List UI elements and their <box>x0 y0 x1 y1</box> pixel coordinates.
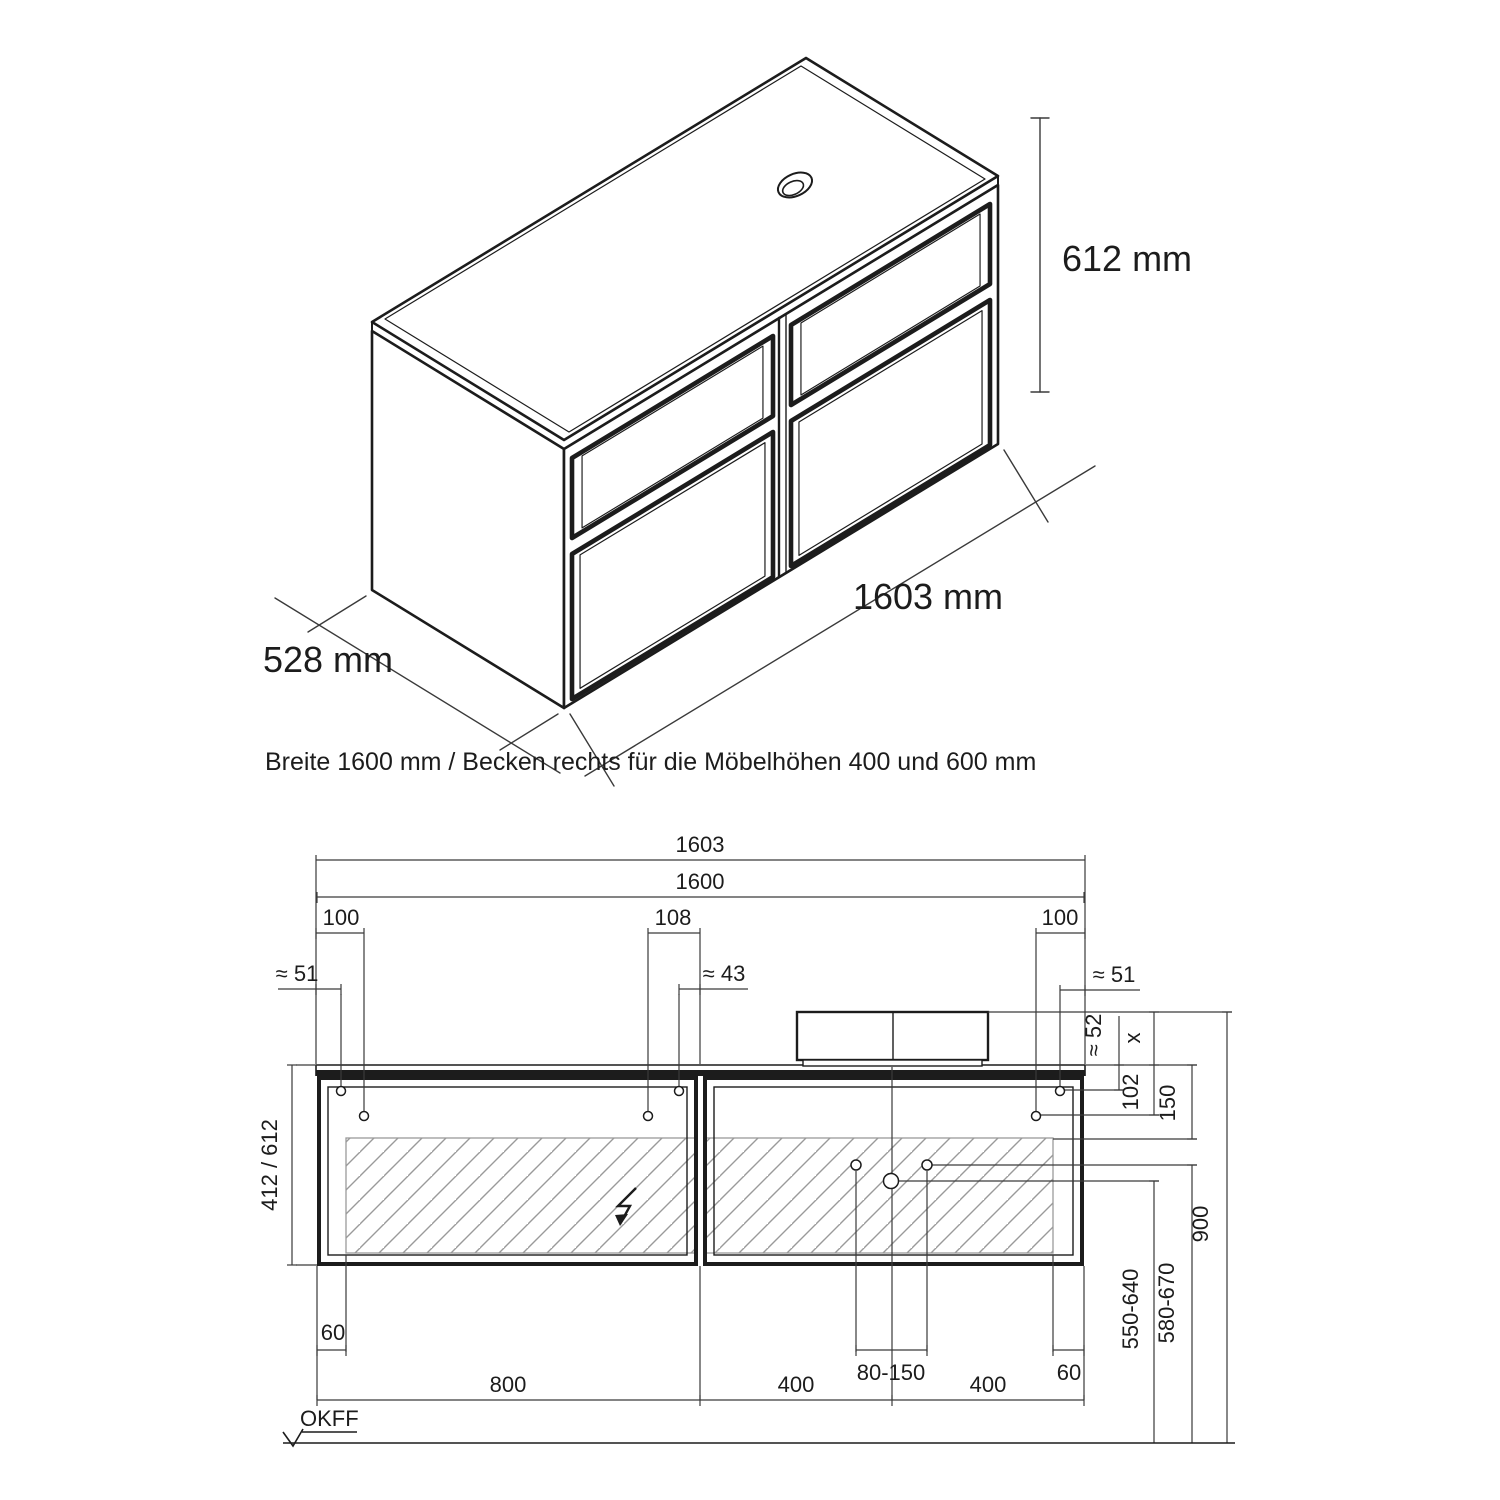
dim-line-height <box>287 1065 297 1265</box>
iso-depth-label: 528 mm <box>262 639 394 680</box>
dim-400-right: 400 <box>969 1372 1007 1397</box>
washbasin <box>797 1012 988 1066</box>
dim-supply-height: 580-670 <box>1154 1262 1179 1344</box>
mount-point-upper-middle <box>675 1087 684 1096</box>
water-supply-left <box>851 1160 861 1170</box>
dim-approx-52: ≈ 52 <box>1081 1013 1106 1057</box>
mount-point-lower-left <box>360 1112 369 1121</box>
dim-approx-left: ≈ 51 <box>275 961 319 986</box>
iso-width-label: 1603 mm <box>852 576 1004 617</box>
mount-point-upper-right <box>1056 1087 1065 1096</box>
drain-connection <box>884 1174 899 1189</box>
dim-cabinet-height: 412 / 612 <box>257 1119 282 1211</box>
floor-label: OKFF <box>300 1406 359 1431</box>
dim-60-right: 60 <box>1056 1360 1082 1385</box>
dim-drain-height: 550-640 <box>1118 1268 1143 1350</box>
dim-x: x <box>1120 1032 1145 1044</box>
dim-80-150: 80-150 <box>856 1360 926 1385</box>
dim-approx-right: ≈ 51 <box>1092 962 1136 987</box>
dim-400-left: 400 <box>777 1372 815 1397</box>
caption-text: Breite 1600 mm / Becken rechts für die Möbelhöhen 400 und 600 mm <box>265 748 1037 776</box>
mount-point-upper-left <box>337 1087 346 1096</box>
dim-60-left: 60 <box>320 1320 346 1345</box>
dim-800: 800 <box>489 1372 527 1397</box>
dim-approx-middle: ≈ 43 <box>702 961 746 986</box>
dim-cabinet-width: 1600 <box>675 869 725 894</box>
floor-line <box>283 1429 1235 1446</box>
water-supply-right <box>922 1160 932 1170</box>
dim-900: 900 <box>1188 1205 1213 1243</box>
dim-offset-left: 100 <box>322 905 360 930</box>
iso-height-label: 612 mm <box>1062 238 1193 279</box>
dim-offset-right: 100 <box>1041 905 1079 930</box>
mount-point-lower-right <box>1032 1112 1041 1121</box>
iso-dim-height <box>1031 118 1049 392</box>
elevation-view <box>257 832 1235 1446</box>
isometric-view <box>263 58 1192 786</box>
extension-lines-vertical <box>316 866 1085 1400</box>
dim-102: 102 <box>1118 1073 1143 1111</box>
dim-150: 150 <box>1155 1084 1180 1122</box>
mount-point-lower-middle <box>644 1112 653 1121</box>
dim-total-width: 1603 <box>675 832 725 857</box>
dim-offset-middle: 108 <box>654 905 692 930</box>
